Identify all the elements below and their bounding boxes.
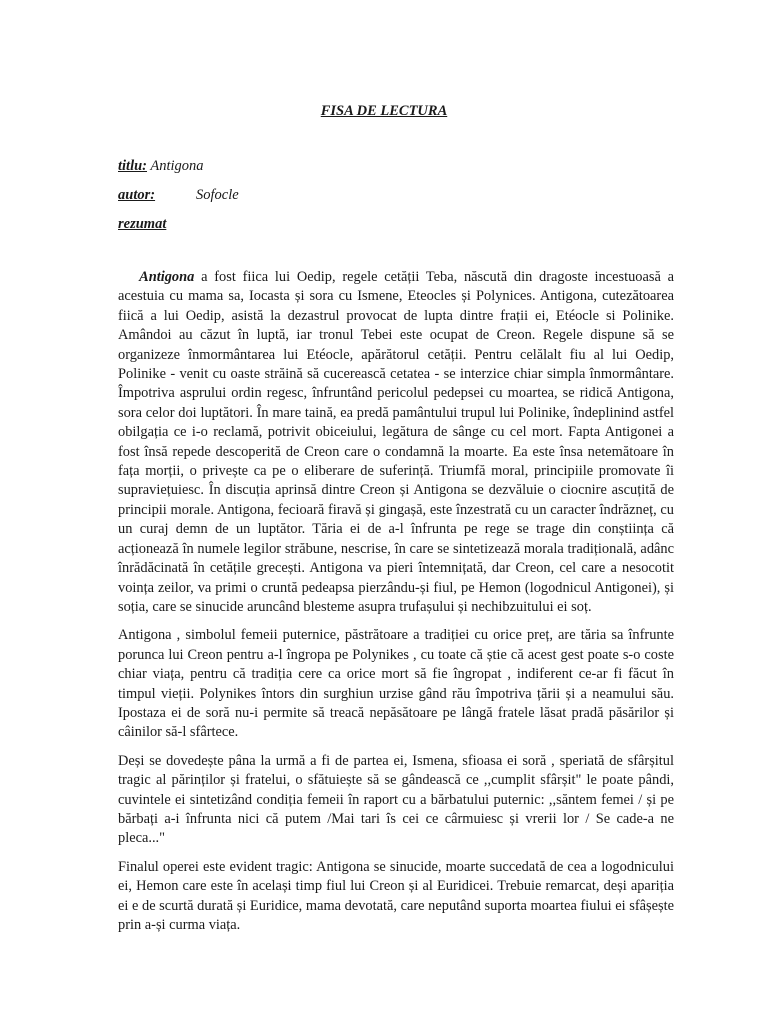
author-label: autor:	[118, 187, 156, 203]
paragraph-2: Antigona , simbolul femeii puternice, păstrătoare a tradiției cu orice preț, are tăria sa înfrunte porunca lui Creon pentru a-l îngropa pe Polynikes , cu toate că știe că acest gest poate s-o coste chiar viața, pentru că tradiția cere ca orice mort să fie îngropat , indiferent ce-ar fi făcut în timpul vieții. Polynikes întors din surghiun urzise gând rău împotriva țării și a neamului său. Ipostaza ei de soră nu-i permite să treacă nepăsătoare pe lângă fratele lăsat pradă păsărilor și câinilor să-l sfârtece.	[118, 627, 674, 741]
author-value: Sofocle	[196, 187, 239, 203]
document-body	[118, 268, 674, 944]
meta-title-line	[118, 157, 204, 175]
meta-summary-line	[118, 215, 166, 233]
document-title: FISA DE LECTURA	[320, 103, 448, 119]
paragraph-1	[118, 268, 674, 617]
title-value: Antigona	[147, 158, 204, 174]
summary-label: rezumat	[118, 216, 167, 232]
paragraph-1-text: a fost fiica lui Oedip, regele cetății Teba, născută din dragoste incestuoasă a acestuia cu mama sa, Iocasta și sora cu Ismene, Eteocles și Polynices. Antigona, cutezătoarea fiică a lui Oedip, asistă la dezastrul provocat de lupta dintre frații ei, Etéocle si Polinike. Amândoi au căzut în luptă, iar tronul Tebei este ocupat de Creon. Regele dispune să se organizeze înmormântarea lui Etéocle, apărătorul cetății. Pentru celălalt fiu al lui Oedip, Polinike - venit cu oaste străină să cucerească cetatea - se interzice chiar simpla înmormântare. Împotriva asprului ordin regesc, înfruntând pericolul pedepsei cu moartea, se ridică Antigona, sora celor doi luptători. În mare taină, ea predă pamântului trupul lui Polinike, îndeplinind astfel obilgația ce i-o reclamă, potrivit obiceiului, legătura de sânge cu cel mort. Fapta Antigonei a fost însă repede descoperită de Creon care o condamnă la moarte. Ea este însa netemătoare în fața morții, o privește ca pe o eliberare de suferință. Triumfă moral, principiile promovate îi supraviețuiesc. În discuția aprinsă dintre Creon și Antigona se dezvăluie o ciocnire ascuțită de principii morale. Antigona, fecioară firavă și gingașă, este înzestrată cu un caracter îndrăzneț, cu un curaj demn de un luptător. Tăria ei de a-l înfrunta pe rege se trage din conștiința că acționează în numele legilor străbune, nescrise, în care se sintetizează morala tradițională, adânc înrădăcinată în cetățile grecești. Antigona va pieri întemnițată, dar Creon, cel care a nesocotit voința zeilor, va primi o cruntă pedeapsa pierzându-și fiul, pe Hemon (logodnicul Antigonei), și soția, care se sinucide aruncând blesteme asupra trufașului și nechibzuitului ei soț.	[118, 269, 674, 615]
paragraph-1-lead: Antigona	[139, 269, 195, 285]
paragraph-3: Deși se dovedește pâna la urmă a fi de partea ei, Ismena, sfioasa ei soră , speriată de sfârșitul tragic al părinților și fratelui, o sfătuiește să se gândească ce ,,cumplit sfârșit" le poate pândi, cuvintele ei sintetizând condiția femeii în raport cu a bărbatului puternic: ,,săntem femei / și pe bărbați a-i înfrunta nici că putem /Mai tari îs cei ce cârmuiesc și vrerii lor / Se cade-a ne pleca..."	[118, 752, 674, 847]
meta-author-line	[118, 186, 239, 204]
paragraph-4: Finalul operei este evident tragic: Antigona se sinucide, moarte succedată de cea a logodnicului ei, Hemon care este în același timp fiul lui Creon și al Euridicei. Trebuie remarcat, deși apariția ei e de scurtă durată și Euridice, mama devotată, care neputând suporta moartea fiului ei sfâșește prin a-și curma viața.	[118, 858, 674, 933]
title-label: titlu:	[118, 158, 148, 174]
